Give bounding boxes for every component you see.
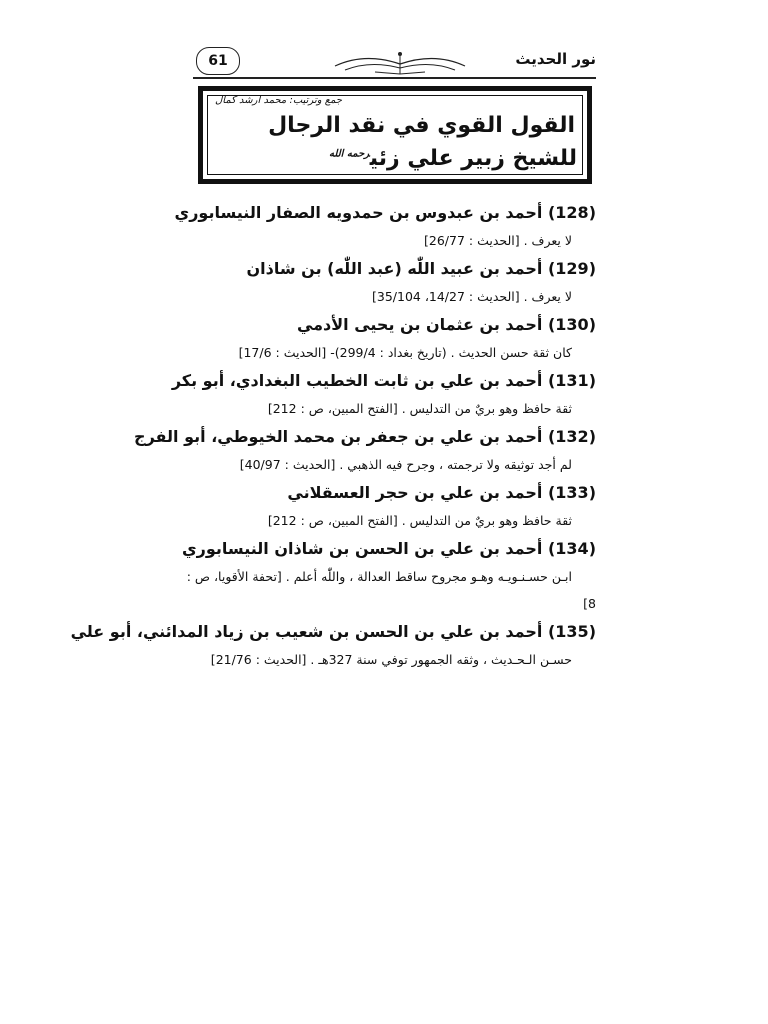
entry-body: ابـن حسـنـويـه وهـو مجروح ساقط العدالة ، واللّٰه أعلم . [تحفة الأقويا، ص : 8] [186,569,596,611]
entry-heading: (132) أحمد بن علي بن جعفر بن محمد الخيوطي، أبو الفرج [134,427,596,446]
entry [171,366,596,422]
header-rule [193,77,596,79]
chapter-author [329,146,577,171]
entry-heading: (131) أحمد بن علي بن ثابت الخطيب البغدادي، أبو بكر [171,371,596,390]
entry-body: ثقة حافظ وهو بريٌ من التدليس . [الفتح المبين، ص : 212] [267,401,572,416]
title-box [198,86,592,184]
page-number: 61 [196,47,240,75]
entry-heading: (135) أحمد بن علي بن الحسن بن شعيب بن زياد المدائني، أبو علي [70,622,596,641]
entry [185,254,596,310]
author-name: للشيخ زبير علي زئي [369,146,577,171]
entry [185,310,596,366]
entry-heading: (128) أحمد بن عبدوس بن حمدويه الصفار النيسابوري [174,203,596,222]
entry-heading: (133) أحمد بن علي بن حجر العسقلاني [287,483,596,502]
entry [134,422,596,478]
book-title: نور الحديث [515,50,596,68]
honorific: رحمه الله [328,148,370,160]
entry-heading: (129) أحمد بن عبيد اللّٰه (عبد اللّٰه) بن شاذان [246,259,596,278]
entry-body: كان ثقة حسن الحديث . (تاريخ بغداد : 299/4)- [الحديث : 17/6] [238,345,572,360]
entry-heading: (130) أحمد بن عثمان بن يحيى الأدمي [296,315,596,334]
entry-heading: (134) أحمد بن علي بن الحسن بن شاذان النيسابوري [182,539,596,558]
entry [174,198,596,254]
book-ornament-icon [330,48,470,78]
entries-list [70,198,596,673]
chapter-title: القول القوي في نقد الرجال [268,113,575,138]
entry-body: لا يعرف . [الحديث : 14/27، 35/104] [371,289,572,304]
entry-body: لا يعرف . [الحديث : 26/77] [423,233,572,248]
entry [70,617,596,673]
entry [182,534,596,617]
entry-body: حسـن الـحـديث ، وثقه الجمهور توفي سنة 327هـ . [الحديث : 21/76] [210,652,572,667]
compiler-credit: جمع وترتيب: محمد ارشد كمال [215,95,343,106]
entry-body: لم أجد توثيقه ولا ترجمته ، وجرح فيه الذهبي . [الحديث : 40/97] [239,457,572,472]
entry-body: ثقة حافظ وهو بريٌ من التدليس . [الفتح المبين، ص : 212] [267,513,572,528]
entry [185,478,596,534]
